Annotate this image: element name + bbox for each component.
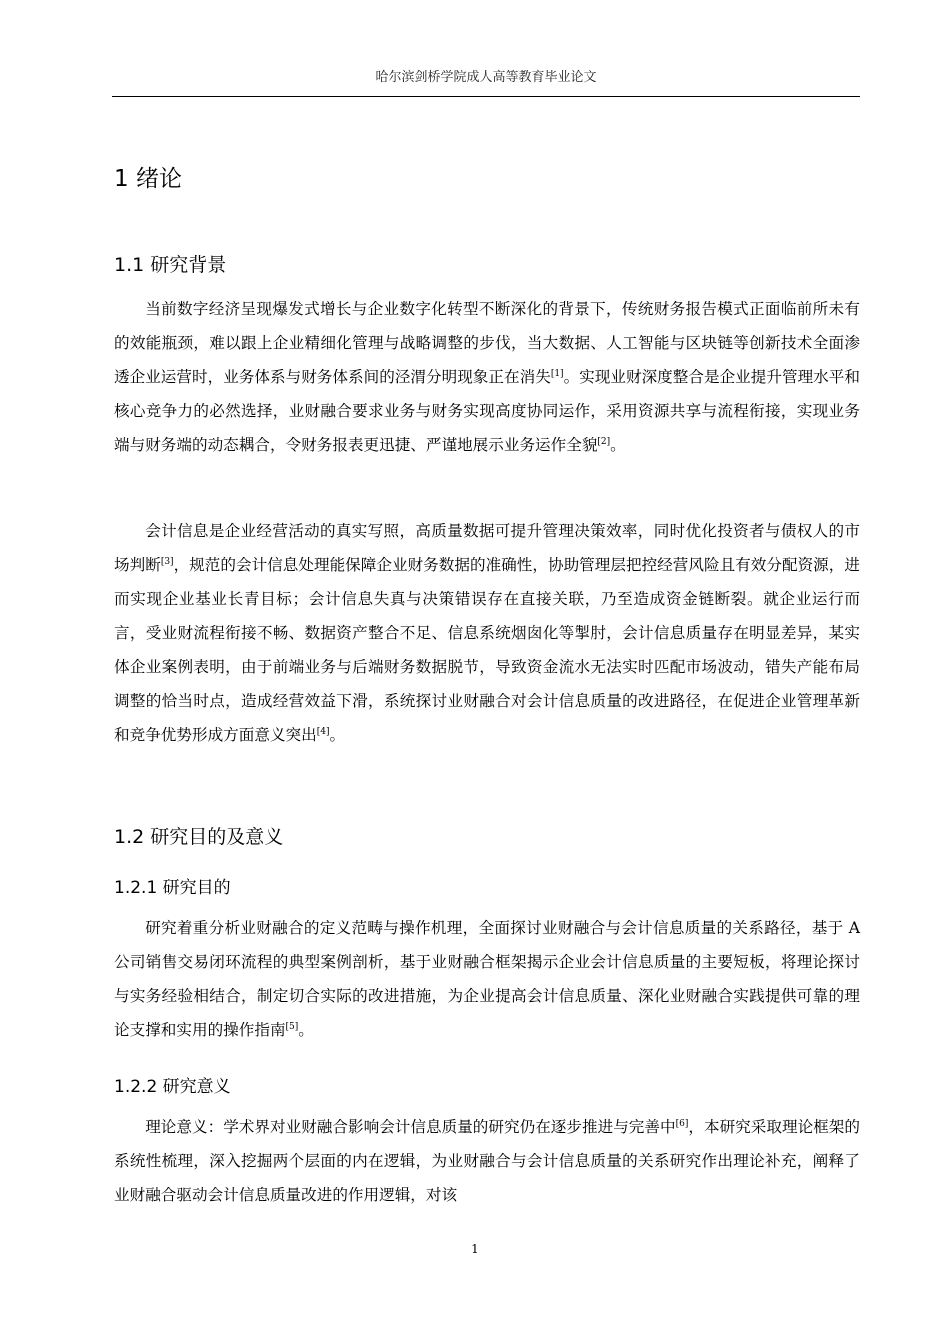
section-title-1-2: 1.2 研究目的及意义	[114, 826, 284, 848]
page-header: 哈尔滨剑桥学院成人高等教育毕业论文	[375, 70, 597, 85]
citation[interactable]: [4]	[316, 727, 330, 737]
paragraph-purpose: 研究着重分析业财融合的定义范畴与操作机理，全面探讨业财融合与会计信息质量的关系路径，基于 A 公司销售交易闭环流程的典型案例剖析，基于业财融合框架揭示企业会计信息质量的主要短板，将理论探讨与实务经验相结合，制定切合实际的改进措施，为企业提高会计信息质量、深化业财融合实践提供可靠的理论支撑和实用的操作指南[5]。	[114, 919, 860, 1039]
citation[interactable]: [3]	[160, 557, 174, 567]
chapter-title: 1 绪论	[114, 166, 182, 192]
subsection-title-1-2-2: 1.2.2 研究意义	[114, 1077, 231, 1097]
citation[interactable]: [6]	[675, 1119, 689, 1129]
header-rule	[112, 96, 860, 97]
citation[interactable]: [5]	[285, 1022, 299, 1032]
paragraph-background-1: 当前数字经济呈现爆发式增长与企业数字化转型不断深化的背景下，传统财务报告模式正面临前所未有的效能瓶颈，难以跟上企业精细化管理与战略调整的步伐，当大数据、人工智能与区块链等创新技术全面渗透企业运营时，业务体系与财务体系间的泾渭分明现象正在消失[1]。实现业财深度整合是企业提升管理水平和核心竞争力的必然选择，业财融合要求业务与财务实现高度协同运作，采用资源共享与流程衔接，实现业务端与财务端的动态耦合，令财务报表更迅捷、严谨地展示业务运作全貌[2]。	[114, 300, 860, 454]
citation[interactable]: [2]	[597, 437, 611, 447]
page-number: 1	[471, 1242, 479, 1256]
subsection-title-1-2-1: 1.2.1 研究目的	[114, 878, 231, 898]
paragraph-background-2: 会计信息是企业经营活动的真实写照，高质量数据可提升管理决策效率，同时优化投资者与债权人的市场判断[3]，规范的会计信息处理能保障企业财务数据的准确性，协助管理层把控经营风险且有效分配资源，进而实现企业基业长青目标；会计信息失真与决策错误存在直接关联，乃至造成资金链断裂。就企业运行而言，受业财流程衔接不畅、数据资产整合不足、信息系统烟囱化等掣肘，会计信息质量存在明显差异，某实体企业案例表明，由于前端业务与后端财务数据脱节，导致资金流水无法实时匹配市场波动，错失产能布局调整的恰当时点，造成经营效益下滑，系统探讨业财融合对会计信息质量的改进路径，在促进企业管理革新和竞争优势形成方面意义突出[4]。	[114, 522, 860, 744]
section-title-1-1: 1.1 研究背景	[114, 254, 227, 276]
paragraph-significance: 理论意义：学术界对业财融合影响会计信息质量的研究仍在逐步推进与完善中[6]，本研究采取理论框架的系统性梳理，深入挖掘两个层面的内在逻辑，为业财融合与会计信息质量的关系研究作出理论补充，阐释了业财融合驱动会计信息质量改进的作用逻辑，对该	[114, 1118, 860, 1204]
citation[interactable]: [1]	[550, 369, 564, 379]
